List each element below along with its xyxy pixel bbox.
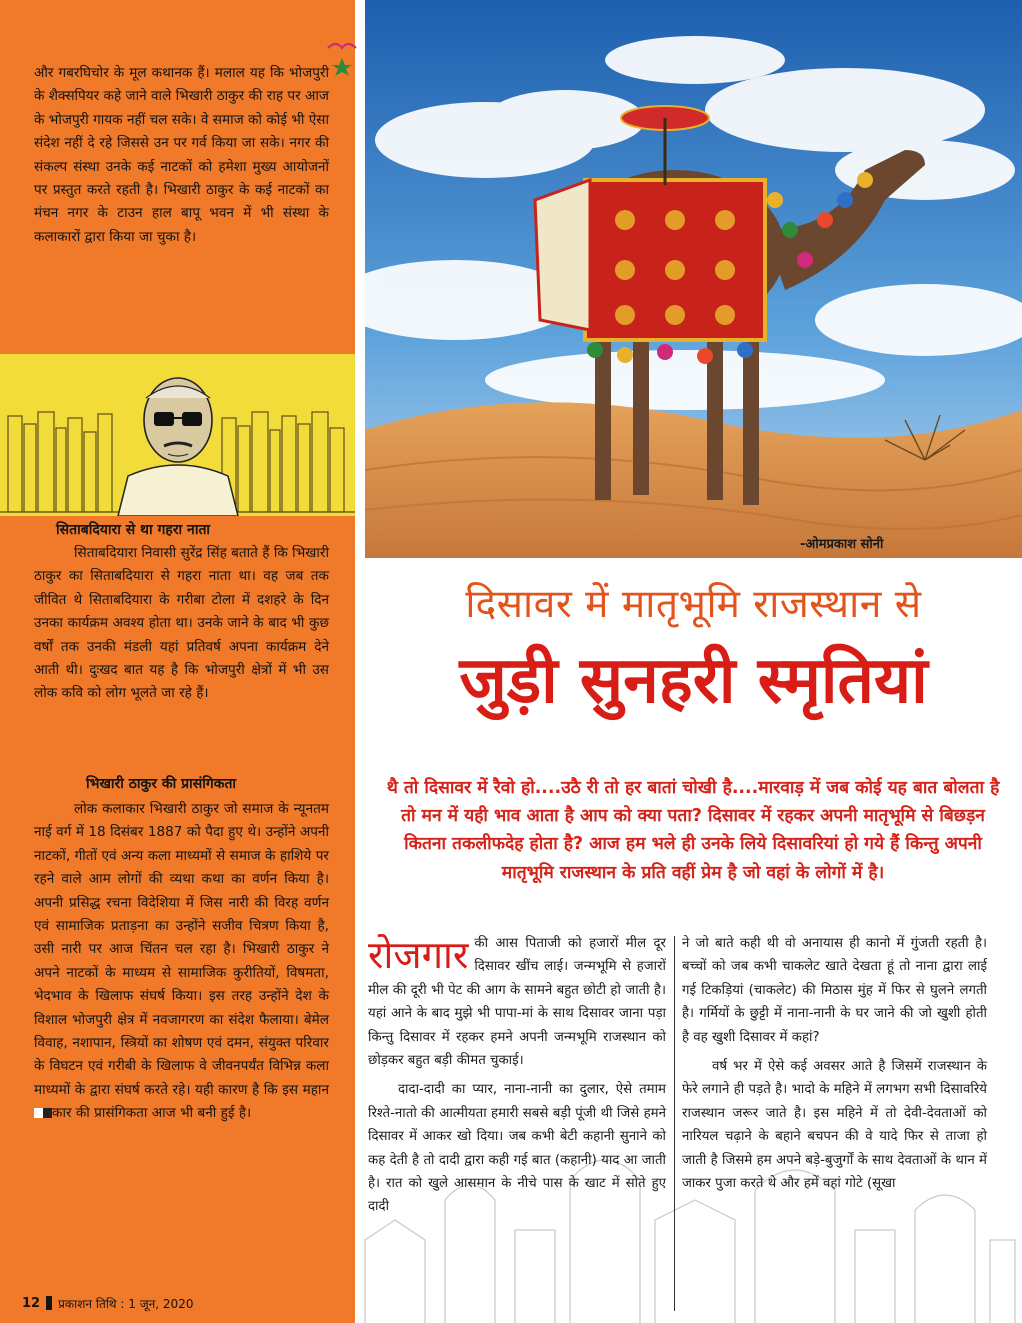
camel-desert-photo — [365, 0, 1022, 558]
left-top-paragraph: और गबरघिचोर के मूल कथानक हैं। मलाल यह कि भोजपुरी के शैक्सपियर कहे जाने वाले भिखारी ठाकुर की राह पर आज के भोजपुरी गायक नहीं चल सके। वे समाज को कोई भी ऐसा संदेश नहीं दे रहे जिससे उन पर गर्व किया जा सके। नगर की संकल्प संस्था उनके कई नाटकों को हमेशा मुख्य आयोजनों पर प्रस्तुत करते रहती है। भिखारी ठाकुर के कई नाटकों का मंचन नगर के टाउन हाल बापू भवन में भी संस्था के कलाकारों द्वारा किया जा चुका है। — [34, 65, 329, 245]
column1-paragraph1: की आस पिताजी को हजारों मील दूर दिसावर खींच लाई। जन्मभूमि से हजारों मील की दूरी भी पेट की आग के सामने बहुत छोटी हो जाती है। यहां आने के बाद मुझे भी पापा-मां के साथ दिसावर जाना पड़ा किन्तु दिसावर में रहकर हमने अपनी जन्मभूमि राजस्थान को छोड़कर बहुत बड़ी कीमत चुकाई। — [368, 936, 666, 1069]
page-number: 12 — [22, 1295, 41, 1311]
column2-paragraph2: वर्ष भर में ऐसे कई अवसर आते है जिसमें राजस्थान के फेरे लगाने ही पड़ते है। भादो के महिने में लगभग सभी दिसावरिये राजस्थान जरूर जाते है। इस महिने में तो देवी-देवताओं को नारियल चढ़ाने के बहाने बचपन की वे यादे फिर से ताजा हो जाती है जिसमे हम अपने बड़े-बुजुर्गों के साथ देवताओं के थान में जाकर पुजा करते थे और हमें वहां गोटे (सूखा — [682, 1059, 987, 1192]
left-column — [0, 0, 355, 1323]
article-column-2 — [682, 932, 987, 1195]
section-body-sitabdiyara: सिताबदियारा निवासी सुरेंद्र सिंह बताते हैं कि भिखारी ठाकुर का सिताबदियारा से गहरा नाता था। वह जब तक जीवित थे सिताबदियारा के गरीबा टोला में दशहरे के दिन उनका कार्यक्रम अवश्य होता था। उनके जाने के बाद भी कुछ वर्षों तक उनकी मंडली यहां प्रतिवर्ष अपना कार्यक्रम देने आती थी। दुःखद बात यह है कि भोजपुरी क्षेत्रों में भी उस लोक कवि को लोग भूलते जा रहे हैं। — [34, 545, 329, 702]
relevance-text: लोक कलाकार भिखारी ठाकुर जो समाज के न्यूनतम नाई वर्ग में 18 दिसंबर 1887 को पैदा हुए थे। उन्होंने अपनी नाटकों, गीतों एवं अन्य कला माध्यमों से समाज के हाशिये पर रहने वाले आम लोगों की व्यथा कथा का वर्णन किया है। अपनी प्रसिद्ध रचना विदेशिया में जिस नारी की विरह वर्णन एवं सामाजिक प्रताड़ना का उन्होंने सजीव चित्रण किया है, उसी नारी पर आज चिंतन चल रहा है। भिखारी ठाकुर ने अपने नाटकों के माध्यम से सामाजिक कुरीतियों, विषमता, भेदभाव के खिलाफ संघर्ष किया। इस तरह उन्होंने देश के विशाल भोजपुरी क्षेत्र में नवजागरण का संदेश फैलाया। बेमेल विवाह, नशापान, स्त्रियों का शोषण एवं दमन, संयुक्त परिवार के विघटन एवं गरीबी के खिलाफ वे जीवनपर्यंत विभिन्न कला माध्यमों के द्वारा संघर्ष करते रहे। यही कारण है कि इस महान — [34, 801, 329, 1098]
section-body-relevance — [34, 798, 329, 1126]
section-heading-relevance: भिखारी ठाकुर की प्रासंगिकता — [86, 776, 237, 792]
column2-paragraph1: ने जो बाते कही थी वो अनायास ही कानो में गुंजती रहती है। बच्चों को जब कभी चाकलेट खाते देखता हूं तो नाना द्वारा लाई गई टिकड़ियां (चाकलेट) की मिठास मुंह में फिर से घुलने लगती है। गर्मियों के छुट्टी में नाना-नानी के घर जाने की जो खुशी होती है वह खुशी दिसावर में कहां? — [682, 936, 987, 1045]
photo-credit: -ओमप्रकाश सोनी — [800, 537, 884, 552]
portrait-illustration — [0, 354, 355, 516]
dropcap-word: रोजगार — [368, 933, 469, 977]
section-heading-sitabdiyara: सिताबदियारा से था गहरा नाता — [56, 522, 211, 538]
ornament-icon — [322, 38, 362, 78]
camel-photo-image — [365, 0, 1022, 558]
headline-line1: दिसावर में मातृभूमि राजस्थान से — [465, 582, 922, 627]
inline-square-icon — [34, 1108, 52, 1118]
page-footer — [22, 1293, 193, 1313]
publication-date: प्रकाशन तिथि : 1 जून, 2020 — [58, 1296, 194, 1311]
relevance-text-end: कार की प्रासंगिकता आज भी बनी हुई है। — [52, 1105, 252, 1122]
footer-separator — [46, 1296, 52, 1310]
column1-paragraph2: दादा-दादी का प्यार, नाना-नानी का दुलार, ऐसे तमाम रिश्ते-नातो की आत्मीयता हमारी सबसे बड़ी पूंजी थी जिसे हमने दिसावर में आकर खो दिया। जब कभी बेटी कहानी सुनाने को कह देती है तो दादी द्वारा कही गई बात (कहानी) याद आ जाती है। रात को खुले आसमान के नीचे पास के खाट में सोते हुए दादी — [368, 1082, 666, 1215]
bhikhari-thakur-portrait-image — [0, 354, 355, 516]
intro-paragraph: थै तो दिसावर में रैवो हो....उठै री तो हर बातां चोखी है....मारवाड़ में जब कोई यह बात बोलता है तो मन में यही भाव आता है आप को क्या पता? दिसावर में रहकर अपनी मातृभूमि से बिछड़न कितना तकलीफदेह होता है? आज हम भले ही उनके लिये दिसावरियां हो गये हैं किन्तु अपनी मातृभूमि राजस्थान के प्रति वहीं प्रेम है जो वहां के लोगों में है। — [386, 778, 1000, 883]
headline-line2: जुड़ी सुनहरी स्मृतियां — [459, 644, 928, 718]
article-column-1 — [368, 932, 666, 1219]
column-divider — [674, 936, 675, 1311]
